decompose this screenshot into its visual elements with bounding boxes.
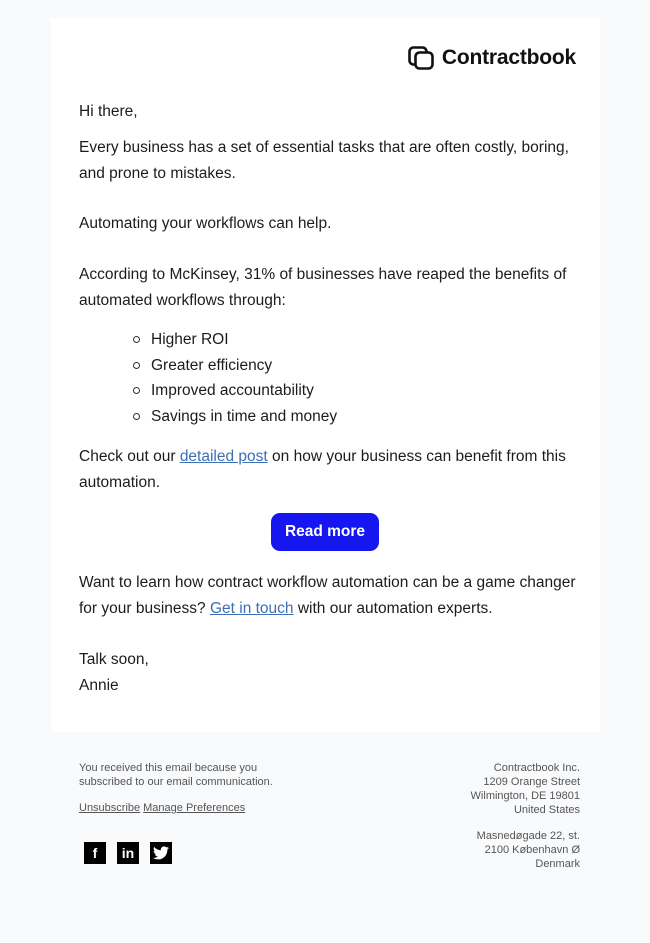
address-line: 1209 Orange Street xyxy=(483,776,580,788)
contractbook-logo-icon xyxy=(408,46,434,70)
address-line: 2100 København Ø xyxy=(484,844,580,856)
address-line: Wilmington, DE 19801 xyxy=(470,790,580,802)
get-in-touch-link[interactable]: Get in touch xyxy=(209,599,294,617)
facebook-icon[interactable]: f xyxy=(84,842,106,864)
email-card xyxy=(51,18,600,732)
list-item: Savings in time and money xyxy=(123,404,337,430)
manage-preferences-link[interactable]: Manage Preferences xyxy=(143,802,246,814)
twitter-bird-icon xyxy=(153,846,169,860)
read-more-button[interactable]: Read more xyxy=(271,513,379,551)
dk-address xyxy=(477,829,580,871)
address-line: Denmark xyxy=(535,858,580,870)
address-line: Masnedøgade 22, st. xyxy=(476,830,580,842)
address-line: United States xyxy=(513,804,580,816)
social-links xyxy=(84,842,172,864)
footer-notice xyxy=(79,761,299,789)
get-in-touch-paragraph: Want to learn how contract workflow automation can be a game changer for your business? Get in touch with our automation experts. xyxy=(79,574,576,617)
benefits-list xyxy=(123,327,337,429)
detailed-post-link[interactable]: detailed post xyxy=(179,448,268,465)
list-item: Greater efficiency xyxy=(123,353,337,379)
brand-logo[interactable] xyxy=(408,46,576,70)
unsubscribe-link[interactable]: Unsubscribe xyxy=(79,802,141,814)
signature: Annie xyxy=(79,677,119,694)
automation-paragraph: Automating your workflows can help. xyxy=(79,215,332,232)
twitter-icon[interactable] xyxy=(150,842,172,864)
us-address xyxy=(471,761,580,817)
list-item: Improved accountability xyxy=(123,378,337,404)
address-line: Contractbook Inc. xyxy=(493,762,580,774)
footer-links xyxy=(79,802,248,814)
detailed-post-paragraph: Check out our detailed post on how your business can benefit from this automation. xyxy=(79,448,566,491)
footer-notice-line: subscribed to our email communication. xyxy=(79,776,273,788)
greeting: Hi there, xyxy=(79,103,138,120)
footer-notice-line: You received this email because you xyxy=(79,762,258,774)
linkedin-icon[interactable]: in xyxy=(117,842,139,864)
intro-paragraph: Every business has a set of essential tasks that are often costly, boring, and prone to mistakes. xyxy=(79,139,569,182)
mckinsey-paragraph: According to McKinsey, 31% of businesses have reaped the benefits of automated workflows through: xyxy=(79,266,567,309)
sign-off: Talk soon, xyxy=(79,651,149,668)
list-item: Higher ROI xyxy=(123,327,337,353)
brand-name: Contractbook xyxy=(441,46,576,69)
